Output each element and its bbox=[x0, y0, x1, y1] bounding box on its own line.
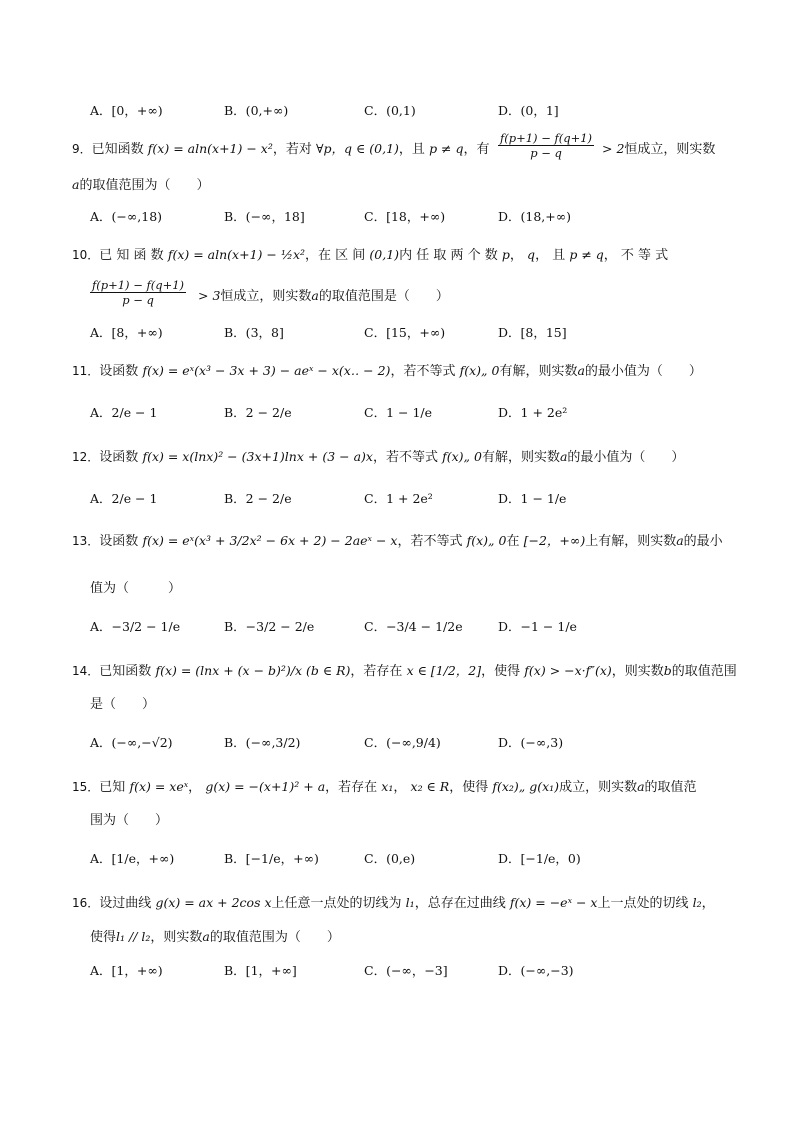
text: 已 知 函 数 bbox=[99, 248, 164, 263]
option-a: A．[0，+∞) bbox=[90, 103, 163, 118]
option-a: A．−3/2 − 1/e bbox=[90, 619, 181, 634]
text: 已知 bbox=[99, 780, 126, 795]
text: 设函数 bbox=[99, 450, 139, 465]
formula: > 3 bbox=[198, 288, 221, 303]
formula: [−2，+∞) bbox=[523, 533, 586, 548]
text: ， 且 bbox=[535, 248, 566, 263]
question-15-line-1 bbox=[72, 778, 697, 797]
option-a: A．2/e − 1 bbox=[90, 491, 158, 506]
question-16-line-2 bbox=[90, 928, 340, 947]
formula: (0,1) bbox=[369, 247, 400, 262]
variable: a bbox=[202, 929, 210, 944]
variable: a bbox=[311, 288, 319, 303]
formula: f(x)„ 0 bbox=[466, 533, 507, 548]
text: ，在 区 间 bbox=[305, 248, 366, 263]
text: ，使得 bbox=[481, 664, 521, 679]
formula: g(x) = ax + 2cos x bbox=[155, 895, 272, 910]
text: 在 bbox=[506, 534, 520, 549]
question-16-line-1 bbox=[72, 894, 715, 913]
text: 使得 bbox=[90, 930, 117, 945]
formula: f(x) = eˣ(x³ − 3x + 3) − aeˣ − x(x‥ − 2) bbox=[142, 363, 391, 378]
text: 恒成立，则实数 bbox=[624, 142, 716, 157]
text: 的取值范围是（ ） bbox=[318, 289, 449, 304]
text: 有解，则实数 bbox=[499, 364, 578, 379]
formula: f(x) = xeˣ bbox=[129, 779, 189, 794]
option-b: B．(−∞,3/2) bbox=[224, 735, 301, 750]
text: 上一点处的切线 bbox=[597, 896, 689, 911]
text: 设函数 bbox=[99, 534, 139, 549]
variable: q bbox=[527, 247, 536, 262]
option-d: D．(−∞,−3) bbox=[498, 963, 574, 978]
variable: l₂ bbox=[692, 895, 702, 910]
question-14-line-2 bbox=[90, 696, 155, 714]
option-b: B．[1，+∞] bbox=[224, 963, 297, 978]
option-d: D．(0，1] bbox=[498, 103, 559, 118]
question-number: 10． bbox=[72, 248, 100, 262]
option-c: C．1 − 1/e bbox=[364, 405, 432, 420]
formula: f(x) = −eˣ − x bbox=[509, 895, 598, 910]
fraction bbox=[498, 131, 594, 160]
option-d: D．(18,+∞) bbox=[498, 209, 572, 224]
text: 的取值范围 bbox=[671, 664, 737, 679]
text: 的取值范围为（ ） bbox=[209, 930, 340, 945]
formula: f(x) = (lnx + (x − b)²)/x (b ∈ R) bbox=[155, 663, 351, 678]
question-13-line-1 bbox=[72, 532, 723, 551]
formula: ∀p，q ∈ (0,1) bbox=[316, 141, 399, 156]
question-number: 14． bbox=[72, 664, 100, 678]
text: ，若不等式 bbox=[397, 534, 463, 549]
text: 内 任 取 两 个 数 bbox=[399, 248, 498, 263]
option-b: B．(0,+∞) bbox=[224, 103, 289, 118]
option-c: C．(−∞，−3] bbox=[364, 963, 448, 978]
question-12-line-1 bbox=[72, 448, 684, 467]
option-d: D．[8，15] bbox=[498, 325, 567, 340]
text: 有解，则实数 bbox=[481, 450, 560, 465]
formula: f(x)„ 0 bbox=[442, 449, 482, 464]
option-c: C．(0,e) bbox=[364, 851, 416, 866]
numerator: f(p+1) − f(q+1) bbox=[92, 278, 185, 292]
question-11-line-1 bbox=[72, 362, 702, 381]
question-13-line-2 bbox=[90, 580, 181, 598]
option-b: B．−3/2 − 2/e bbox=[224, 619, 315, 634]
question-number: 15． bbox=[72, 780, 100, 794]
numerator: f(p+1) − f(q+1) bbox=[500, 131, 593, 145]
formula: f(x) = aln(x+1) − x² bbox=[147, 141, 273, 156]
text: 已知函数 bbox=[91, 142, 144, 157]
text: ， bbox=[188, 780, 202, 795]
text: ，则实数 bbox=[150, 930, 203, 945]
question-10-line-2 bbox=[198, 287, 449, 306]
question-number: 16． bbox=[72, 896, 100, 910]
option-a: A．(−∞,−√2) bbox=[90, 735, 173, 750]
denominator: p − q bbox=[122, 293, 154, 307]
formula: g(x) = −(x+1)² + a bbox=[205, 779, 326, 794]
option-c: C．1 + 2e² bbox=[364, 491, 433, 506]
option-b: B．2 − 2/e bbox=[224, 491, 292, 506]
variable: a bbox=[676, 533, 684, 548]
question-number: 11． bbox=[72, 364, 100, 378]
formula: f(x) = x(lnx)² − (3x+1)lnx + (3 − a)x bbox=[142, 449, 373, 464]
option-a: A．[1，+∞) bbox=[90, 963, 163, 978]
text: ， bbox=[393, 780, 407, 795]
text: 上有解，则实数 bbox=[585, 534, 677, 549]
option-a: A．[1/e，+∞) bbox=[90, 851, 175, 866]
formula: > 2 bbox=[602, 141, 625, 156]
option-a: A．(−∞,18) bbox=[90, 209, 163, 224]
variable: l₁ bbox=[405, 895, 415, 910]
option-d: D．[−1/e，0) bbox=[498, 851, 581, 866]
option-b: B．(3，8] bbox=[224, 325, 284, 340]
question-number: 9． bbox=[72, 142, 92, 156]
question-9-line-2 bbox=[72, 176, 209, 195]
text: 围为（ ） bbox=[90, 813, 169, 828]
option-d: D．(−∞,3) bbox=[498, 735, 564, 750]
option-c: C．(0,1) bbox=[364, 103, 416, 118]
option-c: C．[18，+∞) bbox=[364, 209, 446, 224]
text: 上任意一点处的切线为 bbox=[271, 896, 402, 911]
question-number: 12． bbox=[72, 450, 100, 464]
option-c: C．−3/4 − 1/2e bbox=[364, 619, 463, 634]
option-a: A．2/e − 1 bbox=[90, 405, 158, 420]
text: 设过曲线 bbox=[99, 896, 152, 911]
text: ，若对 bbox=[272, 142, 312, 157]
text: 的最小 bbox=[683, 534, 723, 549]
text: 值为（ ） bbox=[90, 581, 182, 596]
option-b: B．(−∞，18] bbox=[224, 209, 305, 224]
formula: p ≠ q bbox=[429, 141, 464, 156]
text: ，且 bbox=[398, 142, 425, 157]
option-c: C．[15，+∞) bbox=[364, 325, 446, 340]
question-number: 13． bbox=[72, 534, 100, 548]
variable: b bbox=[663, 663, 672, 678]
variable: a bbox=[577, 363, 585, 378]
option-b: B．2 − 2/e bbox=[224, 405, 292, 420]
text: ，总存在过曲线 bbox=[414, 896, 506, 911]
text: ， bbox=[701, 896, 715, 911]
text: ，若存在 bbox=[350, 664, 403, 679]
variable: a bbox=[559, 449, 568, 464]
question-10-line-1 bbox=[72, 246, 668, 265]
formula: f(x) = eˣ(x³ + 3/2x² − 6x + 2) − 2aeˣ − x bbox=[142, 533, 398, 548]
variable: a bbox=[72, 177, 80, 192]
text: 的最小值为（ ） bbox=[567, 450, 685, 465]
text: 是（ ） bbox=[90, 697, 156, 712]
denominator: p − q bbox=[530, 146, 562, 160]
option-a: A．[8，+∞) bbox=[90, 325, 163, 340]
text: 成立，则实数 bbox=[559, 780, 638, 795]
formula: x₂ ∈ R bbox=[410, 779, 450, 794]
fraction bbox=[90, 278, 186, 307]
formula: p ≠ q bbox=[569, 247, 604, 262]
option-d: D．1 + 2e² bbox=[498, 405, 568, 420]
text: 设函数 bbox=[99, 364, 139, 379]
question-14-line-1 bbox=[72, 662, 737, 681]
text: ，若不等式 bbox=[372, 450, 438, 465]
option-c: C．(−∞,9/4) bbox=[364, 735, 441, 750]
formula: f(x)„ 0 bbox=[459, 363, 500, 378]
formula: l₁ // l₂ bbox=[116, 929, 151, 944]
text: 已知函数 bbox=[99, 664, 152, 679]
text: 恒成立，则实数 bbox=[220, 289, 312, 304]
text: 的最小值为（ ） bbox=[584, 364, 702, 379]
text: ， bbox=[509, 248, 523, 263]
variable: a bbox=[637, 779, 645, 794]
variable: p bbox=[501, 247, 510, 262]
text: ，使得 bbox=[449, 780, 489, 795]
option-d: D．1 − 1/e bbox=[498, 491, 567, 506]
text: ，则实数 bbox=[611, 664, 664, 679]
formula: x ∈ [1/2，2] bbox=[406, 663, 482, 678]
text: ，若不等式 bbox=[390, 364, 456, 379]
variable: x₁ bbox=[381, 779, 394, 794]
text: ， 不 等 式 bbox=[603, 248, 669, 263]
question-9-line-1 bbox=[72, 140, 490, 159]
text: 的取值范 bbox=[644, 780, 697, 795]
text: 的取值范围为（ ） bbox=[79, 178, 210, 193]
formula: f(x₂)„ g(x₁) bbox=[492, 779, 560, 794]
question-9-line-1-tail bbox=[602, 140, 715, 159]
text: ，若存在 bbox=[325, 780, 378, 795]
option-d: D．−1 − 1/e bbox=[498, 619, 577, 634]
formula: f(x) > −x·f″(x) bbox=[524, 663, 612, 678]
text: ，有 bbox=[463, 142, 490, 157]
formula: f(x) = aln(x+1) − ½x² bbox=[167, 247, 306, 262]
option-b: B．[−1/e，+∞) bbox=[224, 851, 319, 866]
question-15-line-2 bbox=[90, 812, 168, 830]
